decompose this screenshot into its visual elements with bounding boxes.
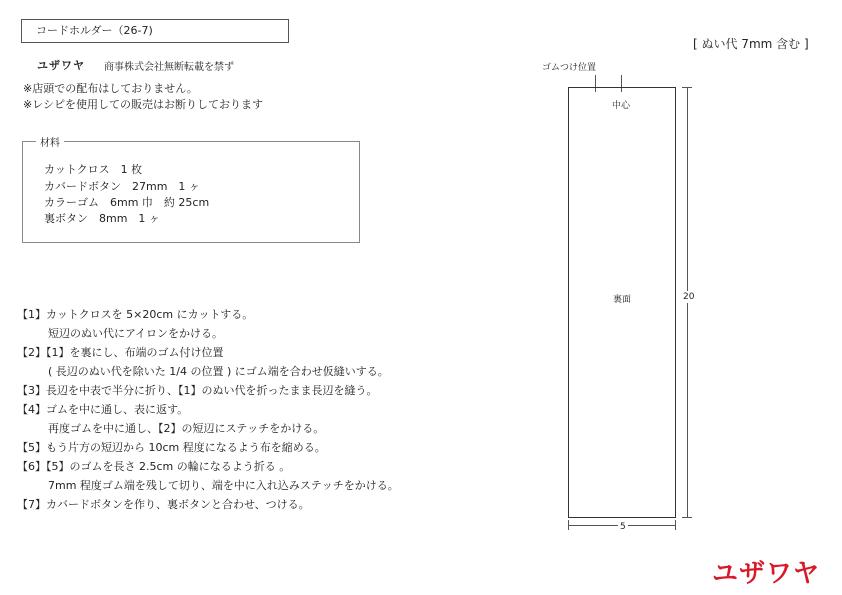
step-line: 【4】ゴムを中に通し、表に返す。 <box>17 403 189 416</box>
step-line: 【5】もう片方の短辺から 10cm 程度になるよう布を縮める。 <box>17 441 326 454</box>
step-line: 【3】長辺を中表で半分に折り、【1】のぬい代を折ったまま長辺を縫う。 <box>17 384 378 397</box>
pattern-title: コードホルダー（26-7) <box>21 19 289 43</box>
notice-line: ※レシピを使用しての販売はお断りしております <box>23 98 263 111</box>
material-item: カバードボタン 27mm 1 ヶ <box>44 180 200 193</box>
material-item: 裏ボタン 8mm 1 ヶ <box>44 212 160 225</box>
materials-title: 材料 <box>36 134 64 149</box>
copyright-notice: 商事株式会社無断転載を禁ず <box>104 62 234 73</box>
brand-logo: ユザワヤ <box>712 559 821 589</box>
seam-allowance-note: [ ぬい代 7mm 含む ] <box>693 37 809 51</box>
height-dim-tick-bottom <box>682 517 692 518</box>
step-line: 【2】【1】を裏にし、布端のゴム付け位置 <box>17 346 224 359</box>
material-item: カットクロス 1 枚 <box>44 163 143 176</box>
step-line: 短辺のぬい代にアイロンをかける。 <box>48 327 224 340</box>
height-label: 20 <box>683 292 695 302</box>
step-line: 【1】カットクロスを 5×20cm にカットする。 <box>17 308 254 321</box>
center-label: 中心 <box>612 101 631 111</box>
width-dim-tick-right <box>675 520 676 530</box>
width-label: 5 <box>620 522 626 532</box>
back-side-label: 裏面 <box>613 295 632 305</box>
brand-logo-small: ユザワヤ <box>37 59 85 72</box>
elastic-position-label: ゴムつけ位置 <box>542 63 597 73</box>
step-line: 【6】【5】のゴムを長さ 2.5cm の輪になるよう折る 。 <box>17 460 291 473</box>
notice-line: ※店頭での配布はしておりません。 <box>23 82 198 95</box>
step-line: ( 長辺のぬい代を除いた 1/4 の位置 ) にゴム端を合わせ仮縫いする。 <box>48 365 389 378</box>
material-item: カラーゴム 6mm 巾 約 25cm <box>44 196 210 209</box>
step-line: 再度ゴムを中に通し、【2】の短辺にステッチをかける。 <box>48 422 325 435</box>
step-line: 7mm 程度ゴム端を残して切り、端を中に入れ込みステッチをかける。 <box>48 479 399 492</box>
step-line: 【7】カバードボタンを作り、裏ボタンと合わせ、つける。 <box>17 498 310 511</box>
